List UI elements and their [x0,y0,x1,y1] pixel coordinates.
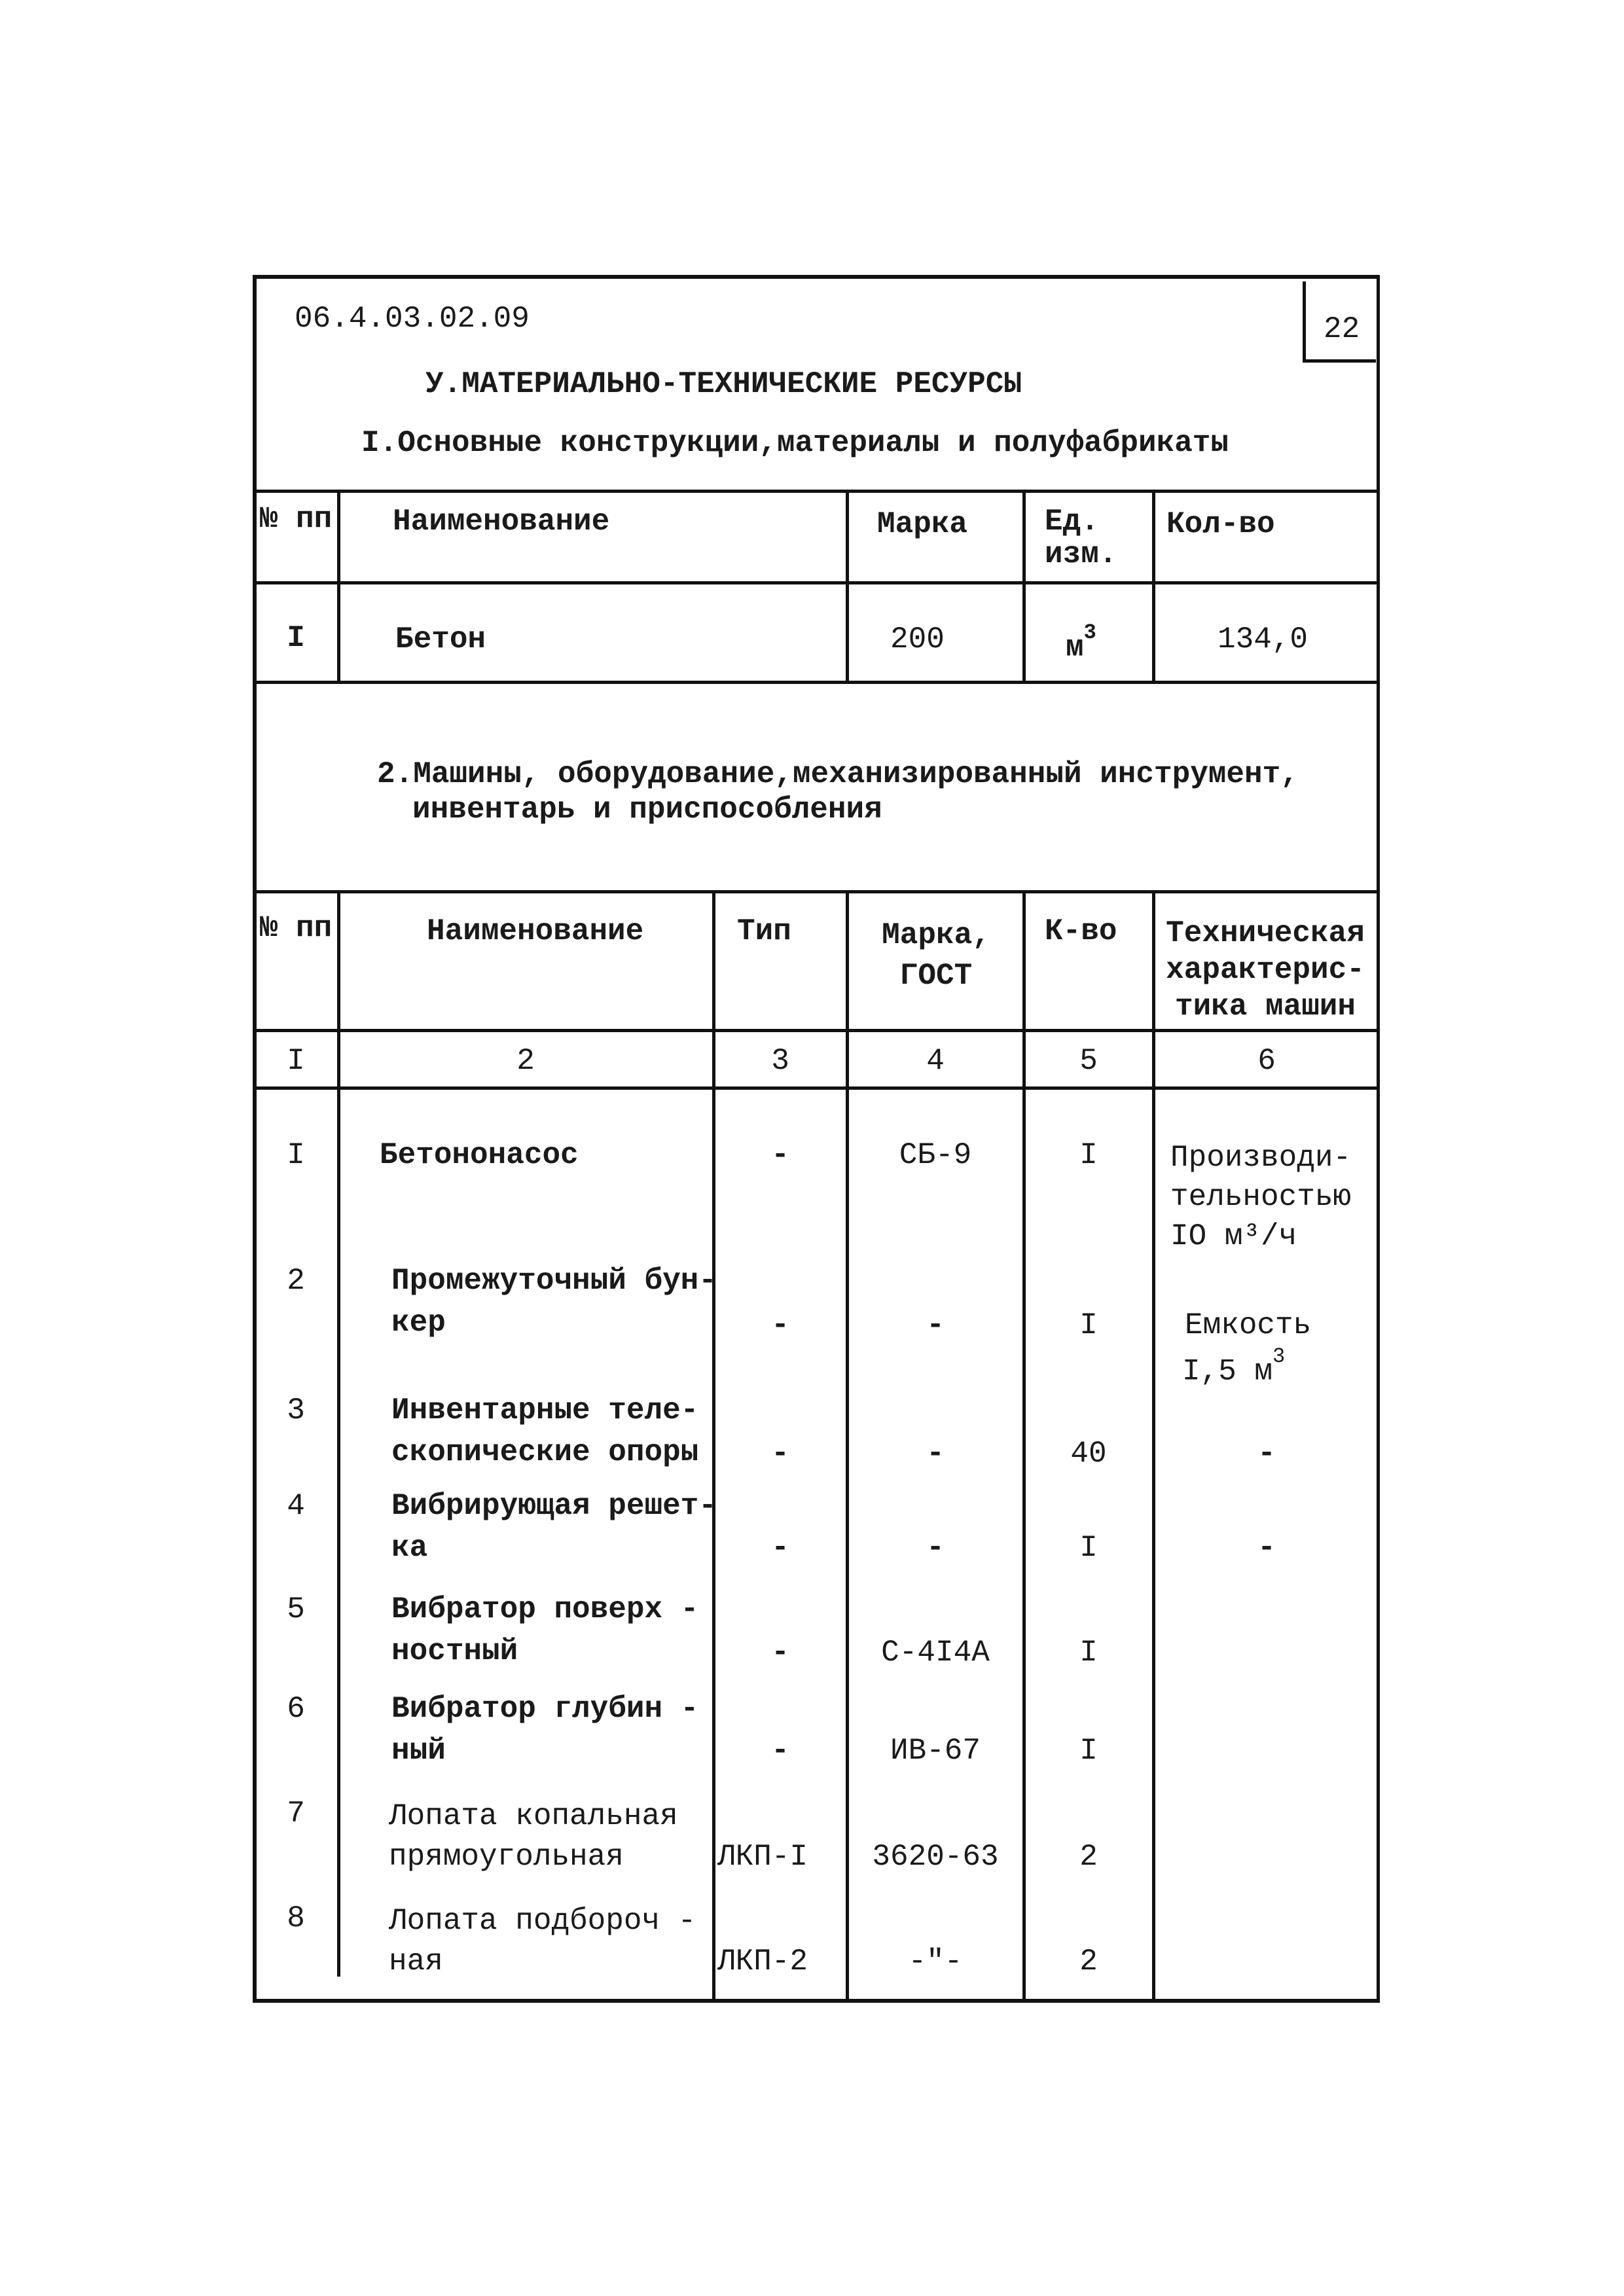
t2-row5-mark: С-4I4А [881,1636,990,1670]
t2-row5-name-line2: ностный [391,1634,518,1668]
t2-row2-tech-line2: I,5 $м^3$ [1182,1344,1286,1389]
t2-row6-name-line1: Вибратор глубин - [391,1692,699,1726]
t2-row2-mark: - [926,1308,945,1342]
t2-colnum-3: 3 [771,1044,789,1078]
t2-row3-name-line1: Инвентарные теле- [391,1393,699,1427]
t2-row2-name-line2: кер [391,1306,446,1340]
table2-header-line [253,1029,1380,1032]
t2-row8-name-line1: Лопата подбороч - [389,1904,696,1938]
t2-row1-num: I [287,1138,305,1172]
t1-header-qty: Кол-во [1166,507,1275,541]
t2-row1-tech-line1: Производи- [1170,1141,1352,1175]
table2-col-divider [846,890,849,2003]
t2-row6-qty: I [1079,1734,1098,1768]
t1-row-name: Бетон [395,622,486,656]
t2-row3-qty: 40 [1070,1437,1107,1471]
table1-top-line [253,490,1380,493]
subsection2-title-line1: 2.Машины, оборудование,механизированный инструмент, [377,757,1299,791]
t2-row2-type: - [771,1308,789,1342]
table1-col-divider [846,490,849,684]
t2-colnum-2: 2 [516,1044,535,1078]
table2-col-divider [1152,890,1155,2003]
page-number: 22 [1324,312,1360,346]
t2-row8-name-line2: ная [389,1945,443,1979]
table1-header-line [253,581,1380,584]
t2-row4-num: 4 [287,1489,305,1523]
table1-col-divider [337,490,340,684]
t2-row7-qty: 2 [1079,1840,1098,1874]
t2-row1-name: Бетононасос [380,1138,579,1172]
t2-header-num: № пп [259,911,333,945]
t2-colnum-6: 6 [1257,1044,1276,1078]
t2-row2-num: 2 [287,1264,305,1298]
table2-col-divider [1022,890,1026,2003]
t1-header-unit: Ед. изм. [1045,505,1117,571]
t2-row1-qty: I [1079,1138,1098,1172]
t2-row4-mark: - [926,1531,945,1565]
t2-row8-type: ЛКП-2 [717,1945,808,1979]
t2-row7-type: ЛКП-I [717,1840,808,1874]
t1-row-num: I [287,621,305,655]
t1-header-name: Наименование [393,505,610,539]
t2-row3-name-line2: скопические опоры [391,1435,699,1469]
t2-row1-type: - [771,1138,789,1172]
subsection1-title: I.Основные конструкции,материалы и полуфабрикаты [361,426,1229,460]
t2-row5-name-line1: Вибратор поверх - [391,1592,699,1626]
table1-bottom-line [253,681,1380,684]
t2-row7-num: 7 [287,1797,305,1831]
t2-row6-mark: ИВ-67 [890,1734,981,1768]
t2-header-type: Тип [737,914,791,948]
t1-header-mark: Марка [877,507,968,541]
document-code: 06.4.03.02.09 [295,302,530,336]
t2-row7-name-line2: прямоугольная [389,1840,624,1874]
t2-row3-num: 3 [287,1393,305,1427]
t1-header-num: № пп [259,502,333,536]
t2-row4-type: - [771,1531,789,1565]
t2-row8-num: 8 [287,1901,305,1935]
t2-row4-name-line2: ка [391,1531,428,1565]
t2-row2-qty: I [1079,1308,1098,1342]
t2-row7-mark: 3620-63 [872,1840,999,1874]
t2-row5-qty: I [1079,1636,1098,1670]
t2-row1-tech-line2: тельностью [1170,1180,1352,1214]
t2-row8-qty: 2 [1079,1945,1098,1979]
t2-header-qty: К-во [1045,914,1117,948]
subsection2-title-line2: инвентарь и приспособления [412,793,882,827]
t2-colnum-4: 4 [926,1044,945,1078]
t2-row6-num: 6 [287,1692,305,1726]
table2-top-line [253,890,1380,893]
t1-row-qty: 134,0 [1218,622,1308,656]
t2-row5-num: 5 [287,1592,305,1626]
t2-row7-name-line1: Лопата копальная [389,1799,678,1833]
t2-row3-type: - [771,1437,789,1471]
t1-row-mark: 200 [890,622,945,656]
table2-colnum-line [253,1086,1380,1090]
table1-col-divider [1022,490,1026,684]
t2-header-mark: Марка, ГОСТ [882,918,990,993]
table2-col-divider [712,890,715,2003]
t2-row1-mark: СБ-9 [899,1138,972,1172]
t2-row4-name-line1: Вибрирующая решет- [391,1489,717,1523]
t2-row1-tech-line3: IO м³/ч [1170,1219,1297,1253]
t2-row3-tech: - [1257,1437,1276,1471]
t1-row-unit: $м^3$ [1066,620,1096,665]
t2-colnum-5: 5 [1079,1044,1098,1078]
t2-row2-tech-line1: Емкость [1185,1308,1312,1342]
t2-row6-name-line2: ный [391,1734,446,1768]
t2-row3-mark: - [926,1437,945,1471]
t2-row4-qty: I [1079,1531,1098,1565]
t2-row6-type: - [771,1734,789,1768]
table1-col-divider [1152,490,1155,684]
t2-header-tech: Техническая характерис- тика машин [1166,916,1365,1024]
t2-row2-name-line1: Промежуточный бун- [391,1264,717,1298]
section-title: У.МАТЕРИАЛЬНО-ТЕХНИЧЕСКИЕ РЕСУРСЫ [425,367,1022,401]
t2-row8-mark: -"- [908,1945,963,1979]
t2-row4-tech: - [1257,1531,1276,1565]
t2-colnum-1: I [287,1044,305,1078]
t2-row5-type: - [771,1636,789,1670]
t2-header-name: Наименование [427,914,644,948]
